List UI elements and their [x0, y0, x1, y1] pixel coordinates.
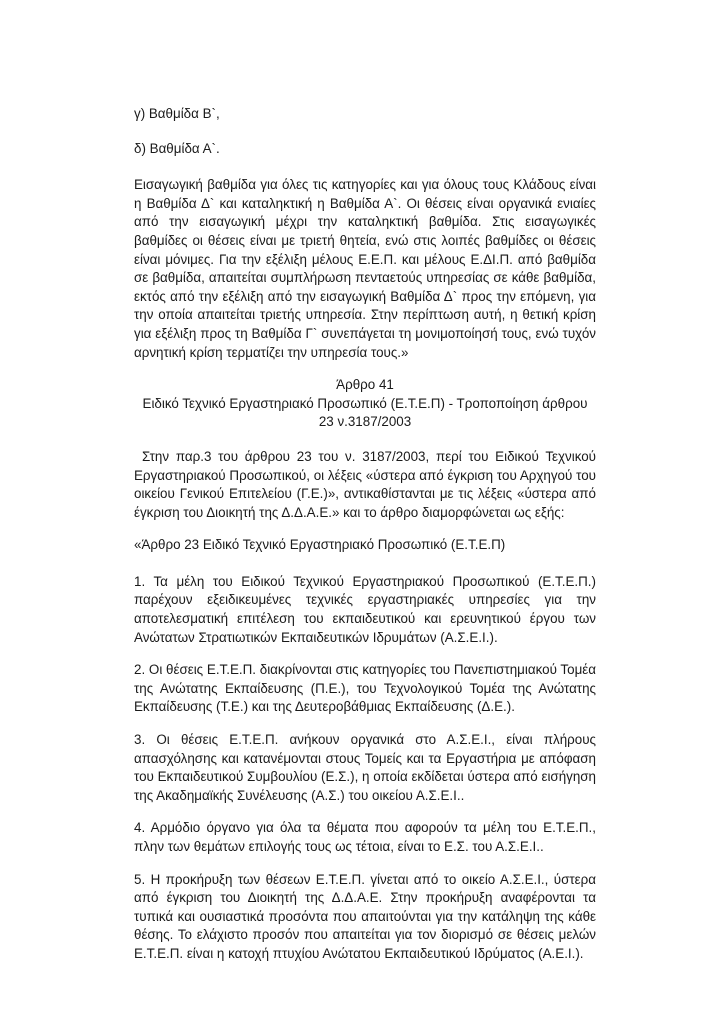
item-g: γ) Βαθμίδα Β`, [134, 106, 220, 121]
paragraph-intro: Εισαγωγική βαθμίδα για όλες τις κατηγορίες και για όλους τους Κλάδους είναι η Βαθμίδα Δ` και καταληκτική η Βαθμίδα Α`. Οι θέσεις είναι οργανικά ενιαίες από την εισαγωγική μέχρι την καταληκτική βαθμίδα. Στις εισαγωγικές βαθμίδες οι θέσεις είναι με τριετή θητεία, ενώ στις λοιπές βαθμίδες οι θέσεις είναι μόνιμες. Για την εξέλιξη μέλους Ε.Ε.Π. και μέλους Ε.ΔΙ.Π. από βαθμίδα σε βαθμίδα, απαιτείται συμπλήρωση πενταετούς υπηρεσίας σε κάθε βαθμίδα, εκτός από την εξέλιξη από την εισαγωγική Βαθμίδα Δ` προς την επόμενη, για την οποία απαιτείται τριετής υπηρεσία. Στην περίπτωση αυτή, η θετική κρίση για εξέλιξη προς τη Βαθμίδα Γ` συνεπάγεται τη μονιμοποίησή τους, ενώ τυχόν αρνητική κρίση τερματίζει την υπηρεσία τους.» [134, 177, 596, 360]
quoted-article-title: «Άρθρο 23 Ειδικό Τεχνικό Εργαστηριακό Προσωπικό (Ε.Τ.Ε.Π) [134, 537, 506, 553]
article-title-line-1: Ειδικό Τεχνικό Εργαστηριακό Προσωπικό (Ε.Τ.Ε.Π) - Τροποποίηση άρθρου [142, 395, 588, 411]
article-title-line-2: 23 ν.3187/2003 [318, 414, 412, 430]
article-number: Άρθρο 41 [336, 377, 394, 393]
paragraph-2: 2. Οι θέσεις Ε.Τ.Ε.Π. διακρίνονται στις κατηγορίες του Πανεπιστημιακού Τομέα της Ανώτατης Εκπαίδευσης (Π.Ε.), του Τεχνολογικού Τομέα της Ανώτατης Εκπαίδευσης (Τ.Ε.) και της Δευτεροβάθμιας Εκπαίδευσης (Δ.Ε.). [134, 662, 596, 715]
document-body [134, 105, 596, 978]
article-heading [134, 376, 596, 432]
paragraph-3: 3. Οι θέσεις Ε.Τ.Ε.Π. ανήκουν οργανικά στο Α.Σ.Ε.Ι., είναι πλήρους απασχόλησης και κατανέμονται στους Τομείς και τα Εργαστήρια με απόφαση του Εκπαιδευτικού Συμβουλίου (Ε.Σ.), η οποία εκδίδεται ύστερα από εισήγηση της Ακαδημαϊκής Συνέλευσης (Α.Σ.) του οικείου Α.Σ.Ε.Ι.. [134, 732, 596, 803]
paragraph-5: 5. Η προκήρυξη των θέσεων Ε.Τ.Ε.Π. γίνεται από το οικείο Α.Σ.Ε.Ι., ύστερα από έγκριση του Διοικητή της Δ.Δ.Α.Ε. Στην προκήρυξη αναφέρονται τα τυπικά και ουσιαστικά προσόντα που απαιτούνται για την κατάληψη της κάθε θέσης. Το ελάχιστο προσόν που απαιτείται για τον διορισμό σε θέσεις μελών Ε.Τ.Ε.Π. είναι η κατοχή πτυχίου Ανώτατου Εκπαιδευτικού Ιδρύματος (Α.Ε.Ι.). [134, 871, 596, 961]
paragraph-amendment: Στην παρ.3 του άρθρου 23 του ν. 3187/2003, περί του Ειδικού Τεχνικού Εργαστηριακού Προσωπικού, οι λέξεις «ύστερα από έγκριση του Αρχηγού του οικείου Γενικού Επιτελείου (Γ.Ε.)», αντικαθίστανται με τις λέξεις «ύστερα από έγκριση του Διοικητή της Δ.Δ.Α.Ε.» και το άρθρο διαμορφώνεται ως εξής: [134, 448, 596, 520]
paragraph-4: 4. Αρμόδιο όργανο για όλα τα θέματα που αφορούν τα μέλη του Ε.Τ.Ε.Π., πλην των θεμάτων επιλογής τους ως τέτοια, είναι το Ε.Σ. του Α.Σ.Ε.Ι.. [134, 820, 596, 854]
paragraph-1: 1. Τα μέλη του Ειδικού Τεχνικού Εργαστηριακού Προσωπικού (Ε.Τ.Ε.Π.) παρέχουν εξειδικευμένες τεχνικές εργαστηριακές υπηρεσίες για την αποτελεσματική επιτέλεση του εκπαιδευτικού και ερευνητικού έργου των Ανώτατων Στρατιωτικών Εκπαιδευτικών Ιδρυμάτων (Α.Σ.Ε.Ι.). [134, 573, 596, 645]
item-d: δ) Βαθμίδα Α`. [134, 140, 220, 156]
